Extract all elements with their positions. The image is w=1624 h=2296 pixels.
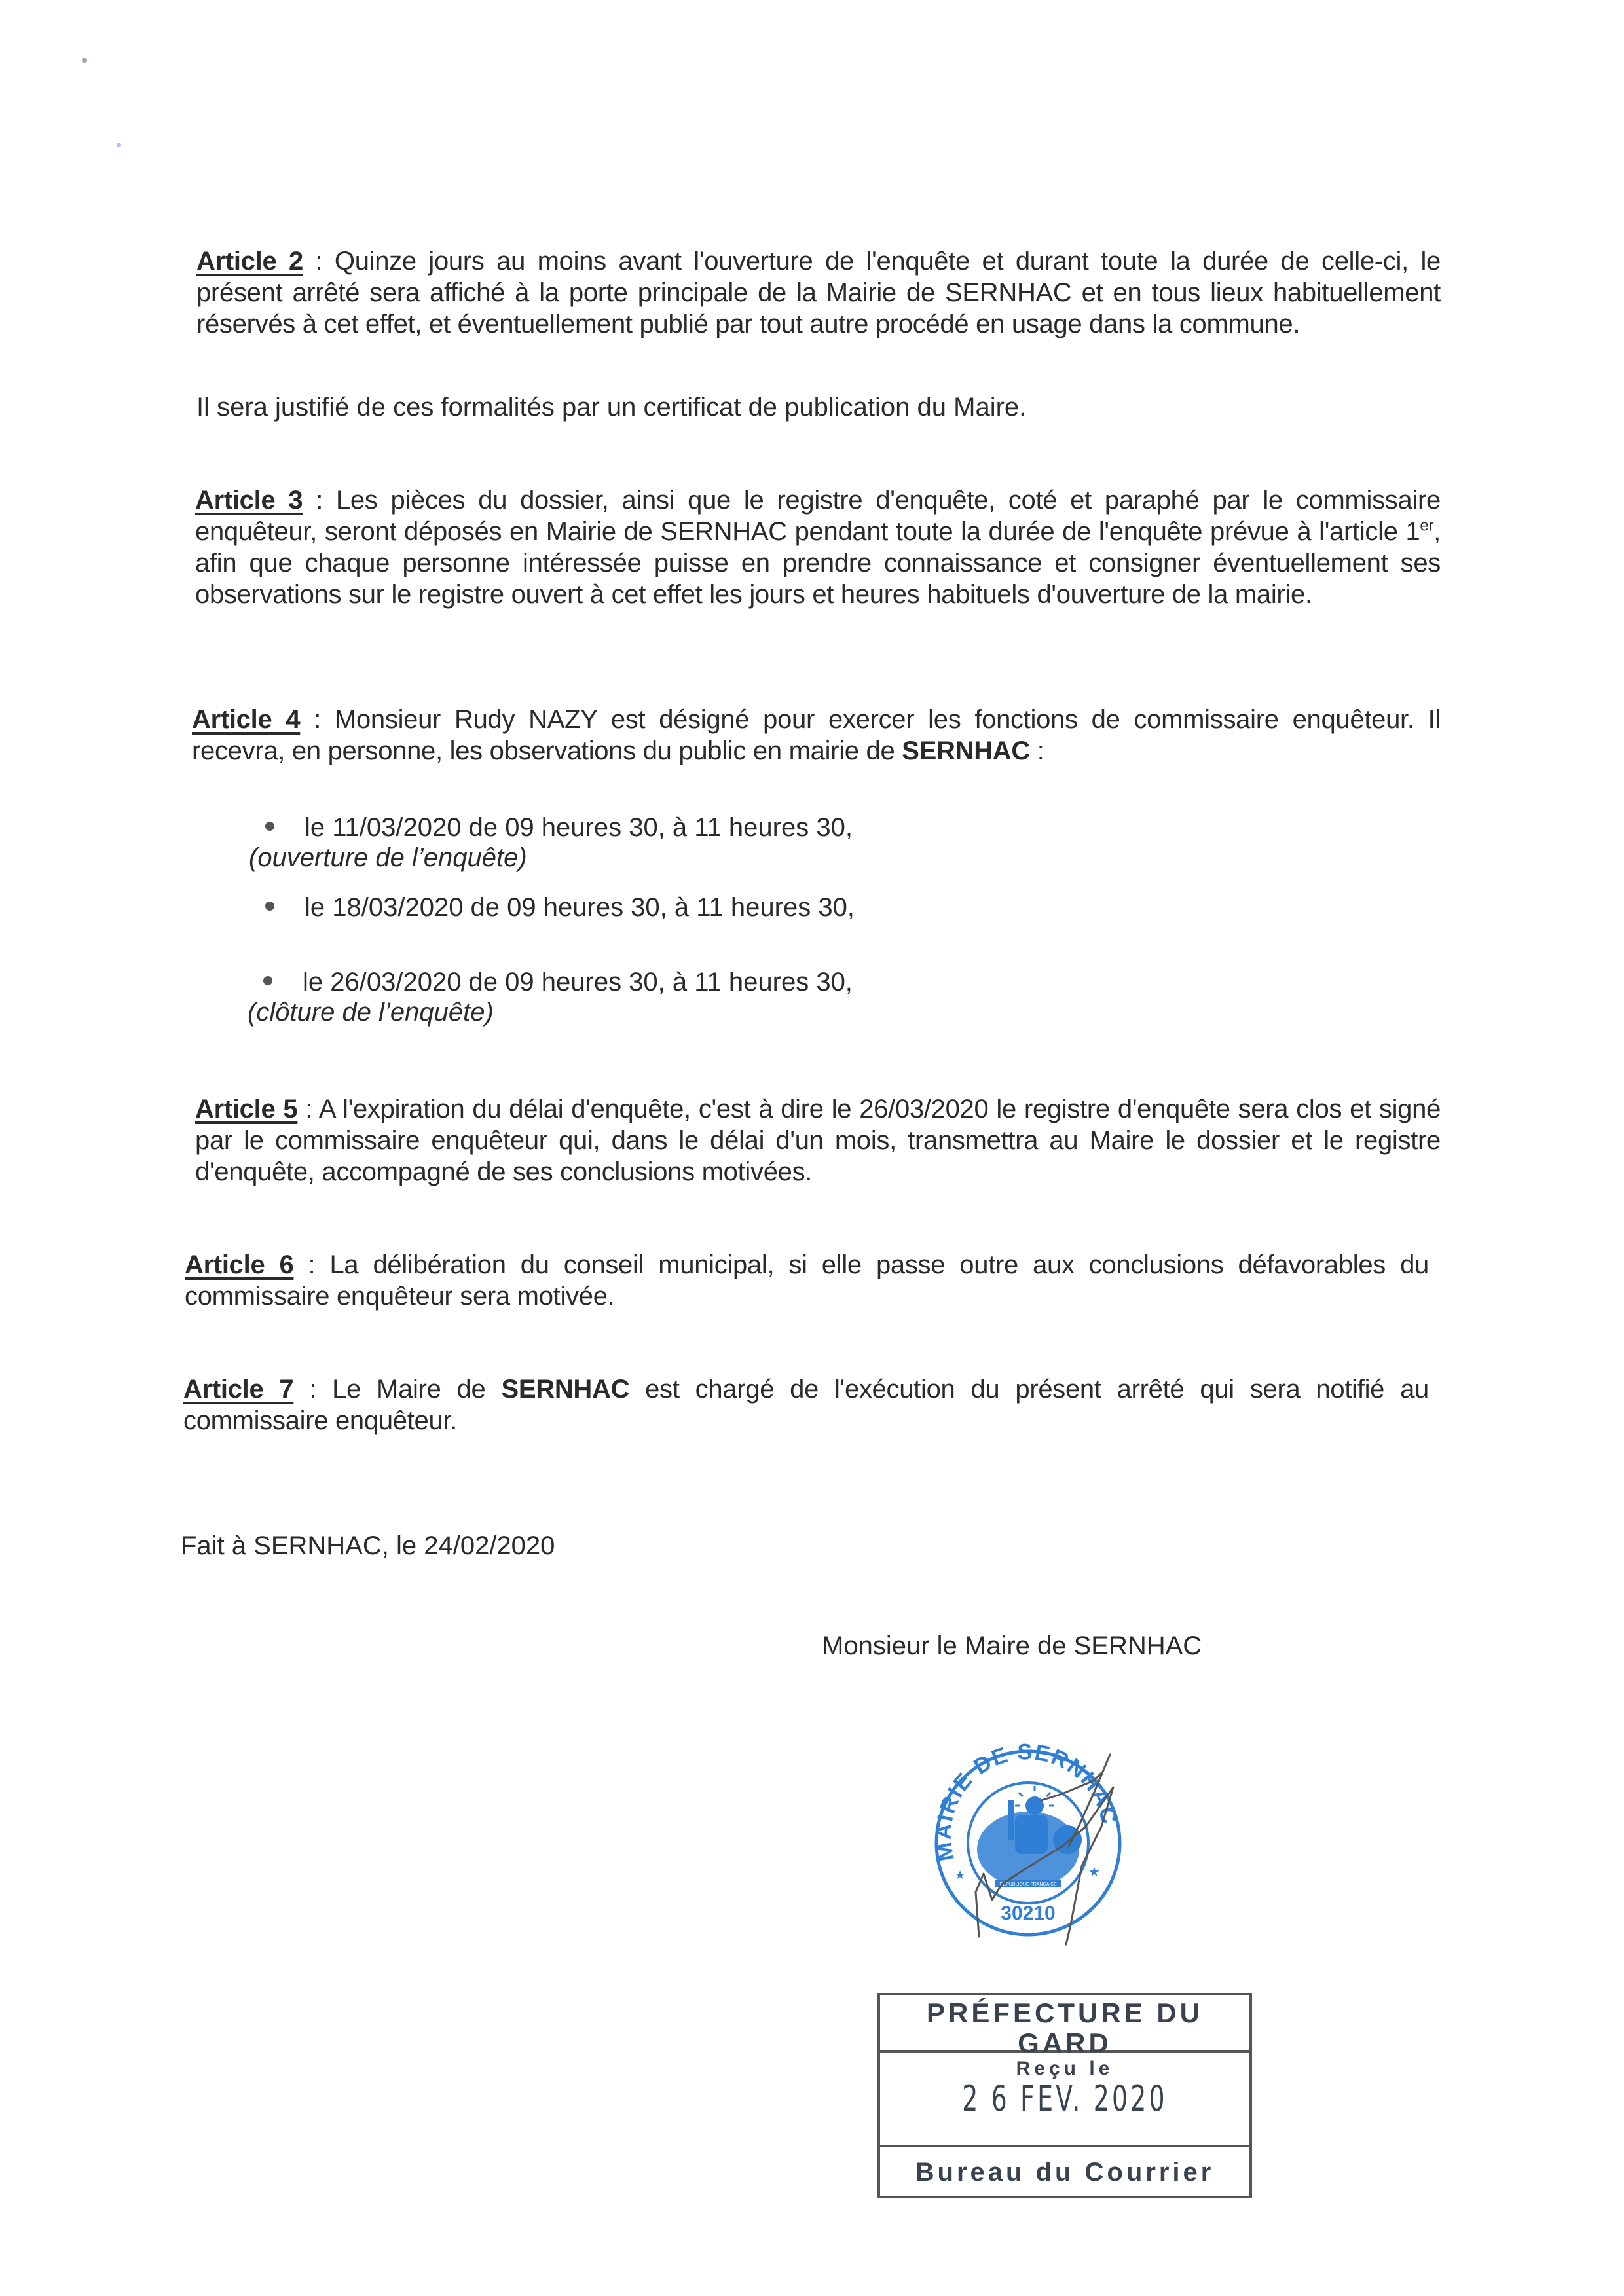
article-6: Article 6 : La délibération du conseil municipal, si elle passe outre aux conclusions défavorables du commissaire enquêteur sera motivée. <box>185 1250 1429 1311</box>
article-5: Article 5 : A l'expiration du délai d'enquête, c'est à dire le 26/03/2020 le registre d'enquête sera clos et signé par le commissaire enquêteur qui, dans le délai d'un mois, transmettra au Maire le dossier et le registre d'enquête, accompagné de ses conclusions motivées. <box>195 1095 1441 1186</box>
bullet-icon <box>263 976 272 985</box>
article-7: Article 7 : Le Maire de SERNHAC est chargé de l'exécution du présent arrêté qui sera notifié au commissaire enquêteur. <box>183 1375 1429 1435</box>
stamp-office: Bureau du Courrier <box>915 2158 1215 2187</box>
scan-speck <box>82 58 87 63</box>
prefecture-received-stamp <box>877 1993 1252 2198</box>
article-3: Article 3 : Les pièces du dossier, ainsi que le registre d'enquête, coté et paraphé par le commissaire enquêteur, seront déposés en Mairie de SERNHAC pendant toute la durée de l'enquête prévue à l'article 1er, afin que chaque personne intéressée puisse en prendre connaissance et consigner éventuellement ses observations sur le registre ouvert à cet effet les jours et heures habituels d'ouverture de la mairie. <box>195 486 1441 609</box>
mairie-seal <box>910 1728 1146 1951</box>
article-3-label: Article 3 <box>195 486 303 515</box>
article-2-label: Article 2 <box>196 247 303 276</box>
article-4-label: Article 4 <box>192 705 301 734</box>
bullet-icon <box>265 822 274 831</box>
session-note: (ouverture de l’enquête) <box>249 843 527 872</box>
seal-postcode: 30210 <box>1001 1903 1056 1924</box>
article-4: Article 4 : Monsieur Rudy NAZY est désigné pour exercer les fonctions de commissaire enquêteur. Il recevra, en personne, les observations du public en mairie de SERNHAC : <box>192 705 1441 765</box>
session-note: (clôture de l’enquête) <box>248 998 494 1027</box>
session-item: le 18/03/2020 de 09 heures 30, à 11 heures 30, <box>265 892 855 923</box>
bullet-icon <box>265 902 274 911</box>
seal-ring-text: MAIRIE DE SERNHAC <box>931 1740 1122 1863</box>
article-6-label: Article 6 <box>185 1250 294 1279</box>
article-5-label: Article 5 <box>195 1095 298 1123</box>
seal-band-text: RÉPUBLIQUE FRANÇAISE <box>999 1882 1057 1887</box>
stamp-footer <box>880 2147 1249 2203</box>
stamp-header <box>880 1995 1249 2079</box>
article-2-text: Quinze jours au moins avant l'ouverture de l'enquête et durant toute la durée de celle-ci, le présent arrêté sera affiché à la porte principale de la Mairie de SERNHAC et en tous lieux habituellement réservés à cet effet, et éventuellement publié par tout autre procédé en usage dans la commune. <box>196 247 1441 338</box>
svg-text:★: ★ <box>955 1868 966 1882</box>
article-2-certificate: Il sera justifié de ces formalités par un certificat de publication du Maire. <box>196 393 1027 422</box>
marianne-figure-icon <box>977 1786 1082 1887</box>
scan-speck <box>117 143 121 147</box>
place-and-date: Fait à SERNHAC, le 24/02/2020 <box>181 1531 555 1560</box>
stamp-date-row <box>880 2053 1249 2147</box>
svg-text:★: ★ <box>1088 1865 1100 1880</box>
session-item: le 11/03/2020 de 09 heures 30, à 11 heures 30, <box>265 812 853 843</box>
article-7-label: Article 7 <box>183 1375 294 1404</box>
stamp-subtitle: Reçu le <box>1016 2058 1114 2079</box>
stamp-date: 2 6 FEV. 2020 <box>962 2078 1168 2119</box>
signatory-title: Monsieur le Maire de SERNHAC <box>822 1631 1202 1660</box>
article-2: Article 2 : Quinze jours au moins avant l'ouverture de l'enquête et durant toute la durée de celle-ci, le présent arrêté sera affiché à la porte principale de la Mairie de SERNHAC et en tous lieux habituellement réservés à cet effet, et éventuellement publié par tout autre procédé en usage dans la commune. <box>196 247 1441 338</box>
stamp-title: PRÉFECTURE DU GARD <box>926 1997 1204 2058</box>
session-item: le 26/03/2020 de 09 heures 30, à 11 heures 30, <box>263 966 853 998</box>
